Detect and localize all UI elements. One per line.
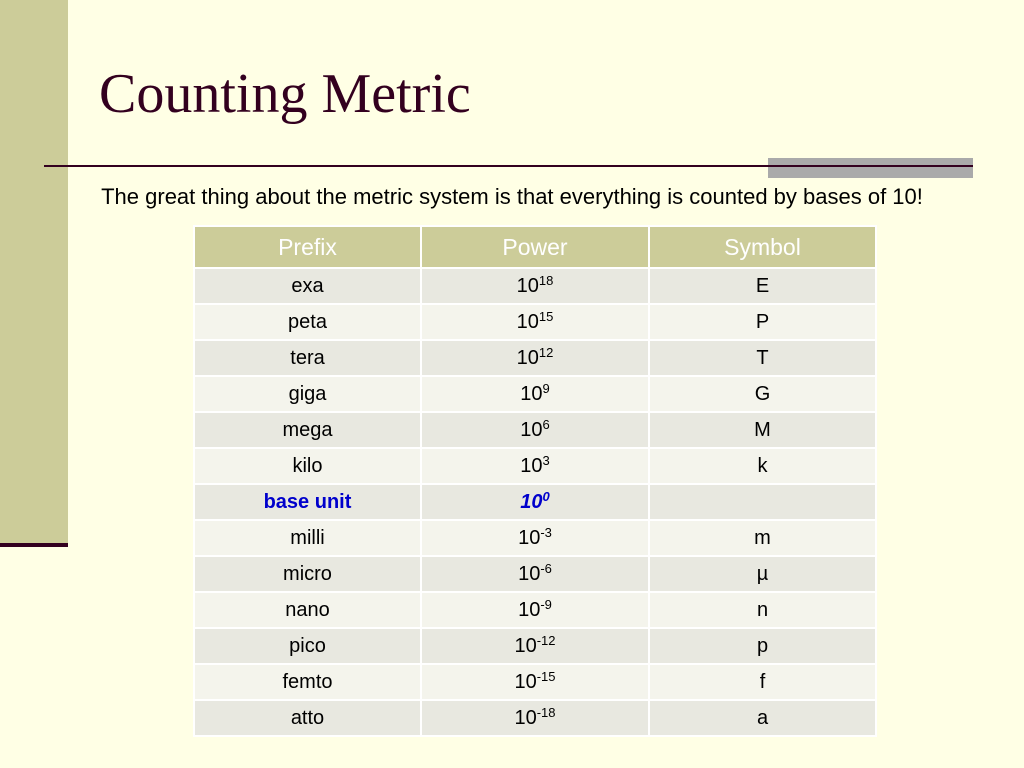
power-exponent: 18 bbox=[538, 272, 554, 288]
power-exponent: -12 bbox=[536, 632, 556, 648]
title-divider-accent bbox=[768, 158, 973, 178]
power-base: 10 bbox=[520, 382, 543, 405]
power-base: 10 bbox=[518, 598, 541, 621]
power-exponent: -9 bbox=[540, 596, 552, 612]
power-exponent: 6 bbox=[542, 416, 550, 432]
symbol-cell: G bbox=[649, 376, 876, 412]
table-row bbox=[194, 412, 876, 448]
prefix-cell: base unit bbox=[194, 484, 421, 520]
power-cell bbox=[421, 268, 649, 304]
power-cell bbox=[421, 376, 649, 412]
table-row bbox=[194, 448, 876, 484]
symbol-cell: f bbox=[649, 664, 876, 700]
power-base: 10 bbox=[516, 346, 539, 369]
table-row bbox=[194, 304, 876, 340]
prefix-cell: femto bbox=[194, 664, 421, 700]
side-accent-rule bbox=[0, 543, 68, 547]
slide-subtitle: The great thing about the metric system is that everything is counted by bases of 10! bbox=[101, 184, 923, 209]
prefix-cell: exa bbox=[194, 268, 421, 304]
table-row bbox=[194, 520, 876, 556]
power-exponent: 15 bbox=[538, 308, 554, 324]
power-base: 10 bbox=[520, 490, 543, 513]
power-exponent: 0 bbox=[542, 488, 550, 504]
symbol-cell: n bbox=[649, 592, 876, 628]
table-row bbox=[194, 340, 876, 376]
symbol-cell bbox=[649, 484, 876, 520]
power-base: 10 bbox=[520, 418, 543, 441]
header-symbol: Symbol bbox=[649, 226, 876, 268]
prefix-cell: nano bbox=[194, 592, 421, 628]
table-row bbox=[194, 268, 876, 304]
power-cell bbox=[421, 664, 649, 700]
power-exponent: -15 bbox=[536, 668, 556, 684]
power-cell bbox=[421, 556, 649, 592]
symbol-cell: E bbox=[649, 268, 876, 304]
prefix-cell: atto bbox=[194, 700, 421, 736]
power-cell bbox=[421, 412, 649, 448]
table-row bbox=[194, 700, 876, 736]
power-cell bbox=[421, 520, 649, 556]
power-base: 10 bbox=[516, 274, 539, 297]
power-cell bbox=[421, 484, 649, 520]
prefix-cell: giga bbox=[194, 376, 421, 412]
prefix-cell: micro bbox=[194, 556, 421, 592]
table-row bbox=[194, 484, 876, 520]
prefix-cell: peta bbox=[194, 304, 421, 340]
symbol-cell: k bbox=[649, 448, 876, 484]
metric-prefix-table bbox=[193, 225, 877, 737]
symbol-cell: P bbox=[649, 304, 876, 340]
power-cell bbox=[421, 448, 649, 484]
table-row bbox=[194, 664, 876, 700]
symbol-cell: p bbox=[649, 628, 876, 664]
power-cell bbox=[421, 700, 649, 736]
table-body bbox=[194, 268, 876, 736]
slide-title: Counting Metric bbox=[99, 63, 471, 125]
power-base: 10 bbox=[514, 706, 537, 729]
prefix-cell: mega bbox=[194, 412, 421, 448]
table-row bbox=[194, 592, 876, 628]
prefix-cell: tera bbox=[194, 340, 421, 376]
prefix-cell: pico bbox=[194, 628, 421, 664]
power-cell bbox=[421, 340, 649, 376]
power-exponent: -3 bbox=[540, 524, 552, 540]
power-exponent: -18 bbox=[536, 704, 556, 720]
power-exponent: 9 bbox=[542, 380, 550, 396]
power-base: 10 bbox=[514, 670, 537, 693]
table-row bbox=[194, 556, 876, 592]
prefix-cell: kilo bbox=[194, 448, 421, 484]
symbol-cell: µ bbox=[649, 556, 876, 592]
power-cell bbox=[421, 628, 649, 664]
power-base: 10 bbox=[518, 562, 541, 585]
power-base: 10 bbox=[518, 526, 541, 549]
power-exponent: -6 bbox=[540, 560, 552, 576]
power-base: 10 bbox=[514, 634, 537, 657]
symbol-cell: m bbox=[649, 520, 876, 556]
table-header-row bbox=[194, 226, 876, 268]
power-cell bbox=[421, 304, 649, 340]
power-base: 10 bbox=[520, 454, 543, 477]
side-accent-bar bbox=[0, 0, 68, 545]
header-power: Power bbox=[421, 226, 649, 268]
power-exponent: 3 bbox=[542, 452, 550, 468]
symbol-cell: T bbox=[649, 340, 876, 376]
table-row bbox=[194, 628, 876, 664]
symbol-cell: M bbox=[649, 412, 876, 448]
power-exponent: 12 bbox=[538, 344, 554, 360]
header-prefix: Prefix bbox=[194, 226, 421, 268]
symbol-cell: a bbox=[649, 700, 876, 736]
power-base: 10 bbox=[516, 310, 539, 333]
prefix-cell: milli bbox=[194, 520, 421, 556]
table-row bbox=[194, 376, 876, 412]
power-cell bbox=[421, 592, 649, 628]
